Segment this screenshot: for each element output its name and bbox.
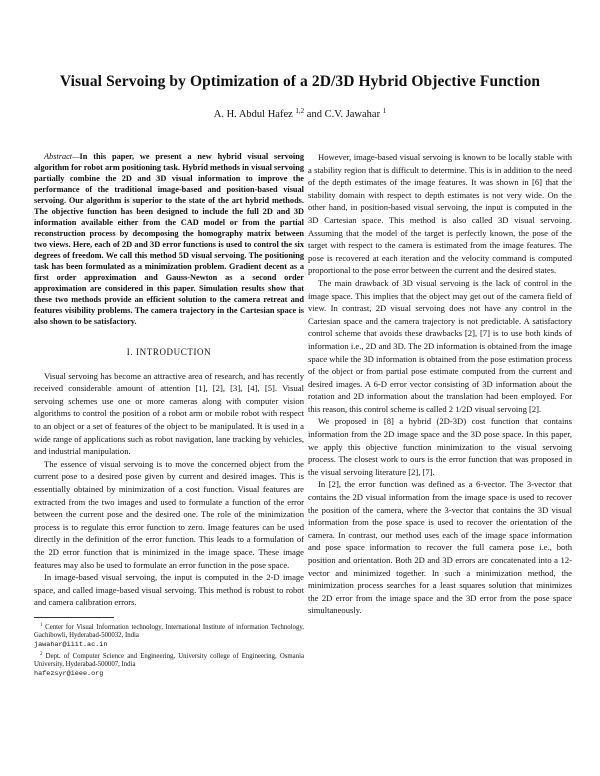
paragraph: However, image-based visual servoing is known to be locally stable with a stability region that is difficult to determine. This is in addition to the need of the depth estimates of the image features. It was shown in [6] that the stability domain with respect to depth estimates is not very wide. On the other hand, in position-based visual servoing, the input is computed in the 3D Cartesian space. This method is also called 3D visual servoing. Assuming that the model of the target is perfectly known, the pose of the target with respect to the camera is estimated from the image features. The pose is recovered at each iteration and the velocity command is computed proportional to the pose error between the current and the desired states. — [308, 152, 572, 276]
left-column — [34, 151, 304, 678]
footnote — [34, 651, 304, 679]
footnote-text: Center for Visual Information technology, International Institute of information Technology, Gachibowli, Hyderabad-500032, India — [34, 623, 304, 640]
paragraph: The essence of visual servoing is to move the concerned object from the current pose to a desired pose given by current and desired images. This is essentially obtained by minimization of a cost function. Visual features are extracted from the two images and used to formulate a function of the error between the current pose and the desired one. The role of the minimization process is to regulate this error function to zero. Image features can be used directly in the definition of the error function. This leads to a formulation of the 2D error function that is minimized in the image space. These image features may also be used to formulate an error function in the pose space. — [34, 458, 304, 570]
footnote-email[interactable]: hafezsyr@ieee.org — [34, 669, 104, 678]
section-heading: I. INTRODUCTION — [126, 347, 212, 357]
footnote-divider — [34, 617, 114, 618]
author-names: A. H. Abdul Hafez — [213, 109, 293, 120]
footnote-number: 1 — [40, 622, 43, 628]
abstract-text: In this paper, we present a new hybrid visual servoing algorithm for robot arm positioning task. Hybrid methods in visual servoing partially combine the 2D and 3D visual information to improve the performance of the traditional image-based and position-based visual servoing. Our algorithm is superior to the state of the art hybrid methods. The objective function has been designed to include the full 2D and 3D information available either from the CAD model or from the partial reconstruction process by decomposing the homography matrix between two views. Here, each of 2D and 3D error functions is used to control the six degrees of freedom. We call this method 5D visual servoing. The positioning task has been formulated as a minimization problem. Gradient decent as a first order approximation and Gauss-Newton as a second order approximation are considered in this paper. Simulation results show that these two methods provide an efficient solution to the camera retreat and features visibility problems. The camera trajectory in the Cartesian space is also shown to be satisfactory. — [34, 152, 304, 326]
right-column — [308, 151, 572, 617]
author-names-second: and C.V. Jawahar — [306, 109, 381, 120]
paragraph: We proposed in [8] a hybrid (2D-3D) cost function that contains information from the 2D image space and the 3D pose space. In this paper, we apply this objective function minimization to the visual servoing process. The closest work to ours is the error function that was proposed in the visual servoing literature [2], [7]. — [308, 416, 572, 477]
footnote-text: Dept. of Computer Science and Engineering, University college of Engineering, Osmania University, Hyderabad-500007, India — [34, 652, 304, 669]
footnote-number: 2 — [40, 651, 43, 657]
author-affiliation-marker-second: 1 — [382, 107, 387, 115]
author-line — [0, 107, 600, 120]
paragraph: In [2], the error function was defined as a 6-vector. The 3-vector that contains the 2D visual information from the image space is used to recover the position of the camera, where the 3-vector that contains the 3D visual information from the pose space is used to recover the orientation of the camera. In contrast, our method uses each of the image space information and pose space information to recover the full camera pose i.e., both position and orientation. Both 2D and 3D errors are concatenated into a 12-vector and minimized together. In such a minimization method, the minimization process searches for a least squares solution that minimizes the 2D error from the image space and the 3D error from the pose space simultaneously. — [308, 479, 572, 616]
paragraph: Visual servoing has become an attractive area of research, and has recently received considerable amount of attention [1], [2], [3], [4], [5]. Visual servoing schemes use one or more cameras along with computer vision algorithms to control the position of a robot arm or mobile robot with respect to an object or a set of features of the object to be manipulated. It is used in a wide range of applications such as robot navigation, lane tracking by vehicles, and industrial manipulation. — [34, 370, 304, 457]
paragraph: The main drawback of 3D visual servoing is the lack of control in the image space. This implies that the object may get out of the camera field of view. In contrast, 2D visual servoing does not have any control in the Cartesian space and the camera trajectory is not predictable. A satisfactory control scheme that avoids these drawbacks [2], [7] is to use both kinds of information i.e., 2D and 3D. The 2D information is obtained from the image space while the 3D information is obtained from the pose estimation process of the object or from partial pose estimate computed from the current and desired images. A 6-D error vector consisting of 3D information about the rotation and 2D information about the translation had been employed. For this reason, this control scheme is called 2 1/2D visual servoing [2]. — [308, 277, 572, 414]
abstract — [34, 151, 304, 327]
paper-title: Visual Servoing by Optimization of a 2D/3D Hybrid Objective Function — [59, 73, 541, 90]
footnote-email[interactable]: jawahar@iiit.ac.in — [34, 641, 108, 650]
footnote — [34, 622, 304, 650]
abstract-lead: Abstract— — [44, 152, 80, 161]
author-affiliation-marker: 1,2 — [295, 107, 305, 115]
paragraph: In image-based visual servoing, the input is computed in the 2-D image space, and called image-based visual servoing. This method is robust to robot and camera calibration errors. — [34, 572, 304, 608]
